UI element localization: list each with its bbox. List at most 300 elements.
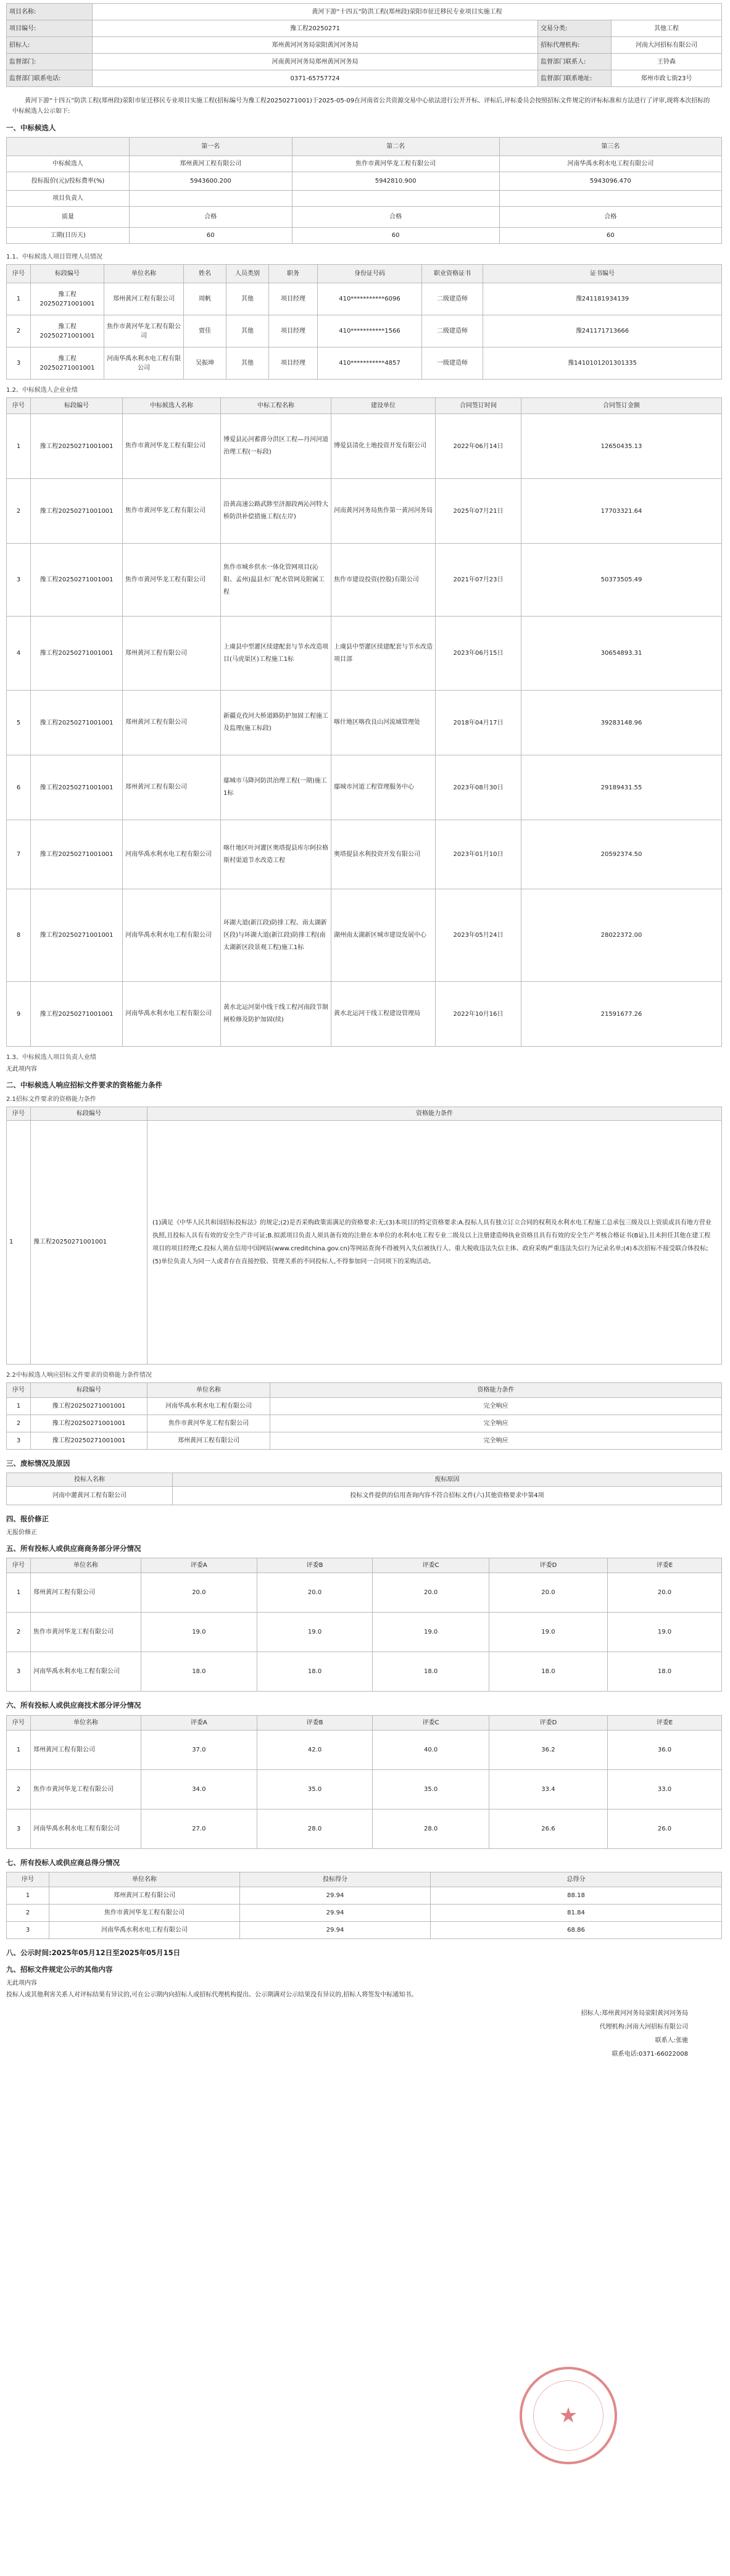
table-row bbox=[7, 283, 722, 315]
table-cell: 河南华禹水利水电工程有限公司 bbox=[123, 982, 221, 1047]
notice-page bbox=[6, 3, 722, 2061]
table-header: 职务 bbox=[269, 265, 318, 283]
table-row bbox=[7, 1887, 722, 1904]
table-cell: 26.6 bbox=[489, 1809, 607, 1848]
table-cell: 27.0 bbox=[141, 1809, 257, 1848]
table-row bbox=[7, 982, 722, 1047]
tenderer: 郑州黄河河务局荥阳黄河河务局 bbox=[93, 37, 538, 54]
table-cell: 60 bbox=[130, 228, 292, 244]
table-cell: 2 bbox=[7, 315, 31, 347]
table-cell: 3 bbox=[7, 1652, 31, 1692]
table-row bbox=[7, 315, 722, 347]
table-cell: 郑州黄河工程有限公司 bbox=[49, 1887, 240, 1904]
section-2-title: 二、中标候选人响应招标文件要求的资格能力条件 bbox=[6, 1081, 162, 1090]
table-cell: 3 bbox=[7, 544, 31, 617]
table-row bbox=[7, 889, 722, 982]
table-cell: 豫工程20250271001001 bbox=[31, 617, 123, 691]
sign-agent: 代理机构:河南大河招标有限公司 bbox=[599, 2024, 688, 2031]
table-cell: 28022372.00 bbox=[521, 889, 722, 982]
table-cell: 项目经理 bbox=[269, 315, 318, 347]
table-row bbox=[7, 755, 722, 820]
table-cell: 35.0 bbox=[373, 1769, 489, 1809]
table-header: 合同签订时间 bbox=[436, 398, 521, 414]
table-cell: 鄢城市马降河防洪治理工程(一期)施工1标 bbox=[221, 755, 331, 820]
table-row bbox=[7, 1486, 722, 1505]
supervisor: 河南黄河河务局郑州黄河河务局 bbox=[93, 54, 538, 70]
table-cell: 2 bbox=[7, 1415, 31, 1432]
table-cell: 35.0 bbox=[257, 1769, 373, 1809]
table-cell: 焦作市城乡供水一体化管网项目(沁阳、孟州)温县水厂配水管网及附属工程 bbox=[221, 544, 331, 617]
table-header: 评委A bbox=[141, 1715, 257, 1730]
table-cell: 焦作市黄河华龙工程有限公司 bbox=[292, 156, 499, 172]
table-row bbox=[7, 414, 722, 479]
personnel-table bbox=[6, 264, 722, 380]
table-cell: 新疆克孜河大桥道路防护加固工程施工及监理(施工标段) bbox=[221, 691, 331, 755]
supervisor-phone: 0371-65757724 bbox=[93, 70, 538, 87]
table-cell: 焦作市黄河华龙工程有限公司 bbox=[31, 1613, 141, 1652]
table-cell: 19.0 bbox=[373, 1613, 489, 1652]
table-cell: 20.0 bbox=[489, 1573, 607, 1613]
table-cell: 郑州黄河工程有限公司 bbox=[123, 755, 221, 820]
table-cell: 河南华禹水利水电工程有限公司 bbox=[31, 1652, 141, 1692]
section-5-title: 五、所有投标人或供应商商务部分评分情况 bbox=[6, 1544, 141, 1553]
table-cell: 二级建造师 bbox=[422, 315, 483, 347]
table-header: 评委D bbox=[489, 1558, 607, 1573]
table-header-row bbox=[7, 1473, 722, 1486]
section-1-title: 一、中标候选人 bbox=[6, 123, 56, 132]
table-cell: 郑州黄河工程有限公司 bbox=[31, 1730, 141, 1769]
table-cell: 项目经理 bbox=[269, 347, 318, 380]
table-cell: 河南华禹水利水电工程有限公司 bbox=[104, 347, 184, 380]
table-cell: 完全响应 bbox=[270, 1415, 722, 1432]
business-score-table bbox=[6, 1558, 722, 1692]
table-cell: 豫工程20250271001001 bbox=[31, 820, 123, 889]
table-cell: 19.0 bbox=[141, 1613, 257, 1652]
table-cell: 喀什地区叶河灌区奥塔提县库尔阿拉格斯村渠道节水改造工程 bbox=[221, 820, 331, 889]
table-header: 评委B bbox=[257, 1558, 373, 1573]
table-cell: 12650435.13 bbox=[521, 414, 722, 479]
table-cell: 1 bbox=[7, 1887, 49, 1904]
table-cell: 豫工程20250271001001 bbox=[31, 315, 104, 347]
table-header-row bbox=[7, 1715, 722, 1730]
table-header: 投标人名称 bbox=[7, 1473, 173, 1486]
table-cell: 河南中灌黄河工程有限公司 bbox=[7, 1486, 173, 1505]
table-row bbox=[7, 1432, 722, 1449]
supervisor-contact-label: 监督部门联系人: bbox=[538, 54, 612, 70]
table-cell: 21591677.26 bbox=[521, 982, 722, 1047]
table-cell: 37.0 bbox=[141, 1730, 257, 1769]
sign-contact: 联系人:张驰 bbox=[655, 2037, 688, 2045]
table-cell: 410***********6096 bbox=[318, 283, 422, 315]
table-header: 身份证号码 bbox=[318, 265, 422, 283]
table-header: 标段编号 bbox=[31, 1107, 147, 1120]
table-cell: 60 bbox=[499, 228, 721, 244]
table-row bbox=[7, 207, 722, 228]
table-cell: 1 bbox=[7, 1397, 31, 1415]
table-header: 标段编号 bbox=[31, 1382, 147, 1397]
table-header: 评委B bbox=[257, 1715, 373, 1730]
table-row bbox=[7, 1809, 722, 1848]
table-cell: 博爱县沁河蓄滞分洪区工程—丹河河道治理工程(一标段) bbox=[221, 414, 331, 479]
table-cell: 20.0 bbox=[608, 1573, 722, 1613]
table-header: 中标工程名称 bbox=[221, 398, 331, 414]
section-1-1-title: 1.1、中标候选人项目管理人员情况 bbox=[6, 254, 102, 261]
project-no-label: 项目编号: bbox=[7, 20, 93, 37]
table-cell: 其他 bbox=[226, 347, 269, 380]
table-cell: 郑州黄河工程有限公司 bbox=[130, 156, 292, 172]
table-cell: 豫工程20250271001001 bbox=[31, 347, 104, 380]
table-header: 序号 bbox=[7, 1382, 31, 1397]
table-cell: 5942810.900 bbox=[292, 172, 499, 191]
table-cell: 410***********4857 bbox=[318, 347, 422, 380]
table-cell: 7 bbox=[7, 820, 31, 889]
table-cell: 34.0 bbox=[141, 1769, 257, 1809]
table-header: 投标得分 bbox=[240, 1872, 431, 1887]
section-3-title: 三、废标情况及原因 bbox=[6, 1458, 70, 1468]
table-cell: 2021年07月23日 bbox=[436, 544, 521, 617]
table-cell: 6 bbox=[7, 755, 31, 820]
table-cell: 3 bbox=[7, 1809, 31, 1848]
table-row bbox=[7, 1730, 722, 1769]
official-seal bbox=[520, 2367, 617, 2464]
table-cell: 合格 bbox=[499, 207, 721, 228]
table-cell: 2 bbox=[7, 1769, 31, 1809]
table-header: 评委A bbox=[141, 1558, 257, 1573]
table-header: 序号 bbox=[7, 1715, 31, 1730]
table-cell: 博爱县清化土地投资开发有限公司 bbox=[331, 414, 436, 479]
performance-table bbox=[6, 397, 722, 1047]
table-header: 资格能力条件 bbox=[147, 1107, 722, 1120]
table-cell: 2023年06月15日 bbox=[436, 617, 521, 691]
table-cell: 周帆 bbox=[184, 283, 226, 315]
table-header-row bbox=[7, 1558, 722, 1573]
table-cell: 项目经理 bbox=[269, 283, 318, 315]
table-cell: 18.0 bbox=[489, 1652, 607, 1692]
table-header: 标段编号 bbox=[31, 265, 104, 283]
table-cell: 2 bbox=[7, 479, 31, 544]
table-cell: 20.0 bbox=[373, 1573, 489, 1613]
total-score-table bbox=[6, 1872, 722, 1939]
table-cell: 豫工程20250271001001 bbox=[31, 1432, 147, 1449]
table-cell: 19.0 bbox=[257, 1613, 373, 1652]
table-cell: 68.86 bbox=[431, 1921, 722, 1938]
table-row bbox=[7, 617, 722, 691]
table-row bbox=[7, 820, 722, 889]
sign-tenderer: 招标人:郑州黄河河务局荥阳黄河河务局 bbox=[581, 2010, 688, 2017]
rank-label: 第二名 bbox=[292, 138, 499, 156]
table-cell: 18.0 bbox=[257, 1652, 373, 1692]
table-row bbox=[7, 1573, 722, 1613]
table-cell: 5943096.470 bbox=[499, 172, 721, 191]
table-cell: 上虞县中型灌区续建配套与节水改造项目(马虎渠区)工程施工1标 bbox=[221, 617, 331, 691]
table-cell: 3 bbox=[7, 1921, 49, 1938]
project-name-label: 项目名称: bbox=[7, 4, 93, 20]
table-cell: 豫241181934139 bbox=[483, 283, 722, 315]
table-cell: 20592374.50 bbox=[521, 820, 722, 889]
supervisor-contact: 王铃森 bbox=[612, 54, 722, 70]
table-cell: 28.0 bbox=[257, 1809, 373, 1848]
table-header: 废标原因 bbox=[173, 1473, 722, 1486]
table-cell: 郑州黄河工程有限公司 bbox=[123, 691, 221, 755]
table-header: 人员类别 bbox=[226, 265, 269, 283]
table-row bbox=[7, 228, 722, 244]
table-cell: 29.94 bbox=[240, 1921, 431, 1938]
rank-label: 第三名 bbox=[499, 138, 721, 156]
table-cell bbox=[130, 191, 292, 207]
table-cell: 1 bbox=[7, 283, 31, 315]
table-header: 总得分 bbox=[431, 1872, 722, 1887]
table-cell: 郑州黄河工程有限公司 bbox=[147, 1432, 270, 1449]
table-cell bbox=[292, 191, 499, 207]
table-cell: 29.94 bbox=[240, 1904, 431, 1921]
table-cell: 鄢城市河道工程管理服务中心 bbox=[331, 755, 436, 820]
table-cell: 其他 bbox=[226, 283, 269, 315]
section-9-note: 无此项内容 bbox=[6, 1980, 37, 1987]
table-header: 中标候选人名称 bbox=[123, 398, 221, 414]
table-cell: 其他 bbox=[226, 315, 269, 347]
table-cell: 上虞县中型灌区续建配套与节水改造项目部 bbox=[331, 617, 436, 691]
table-cell: 焦作市黄河华龙工程有限公司 bbox=[123, 479, 221, 544]
table-cell: 1 bbox=[7, 1573, 31, 1613]
table-row bbox=[7, 1904, 722, 1921]
supervisor-addr: 郑州市政七街23号 bbox=[612, 70, 722, 87]
table-cell: 2 bbox=[7, 1904, 49, 1921]
table-cell: 5 bbox=[7, 691, 31, 755]
table-cell: 焦作市建设投资(控股)有限公司 bbox=[331, 544, 436, 617]
table-cell: 豫工程20250271001001 bbox=[31, 283, 104, 315]
table-header-row bbox=[7, 1382, 722, 1397]
section-2-1-title: 2.1招标文件要求的资格能力条件 bbox=[6, 1095, 96, 1103]
table-cell: 豫工程20250271001001 bbox=[31, 889, 123, 982]
table-cell: 焦作市黄河华龙工程有限公司 bbox=[123, 414, 221, 479]
table-cell: 黄水北运河渠中线干线工程河南段节制闸检修及防护加固(续) bbox=[221, 982, 331, 1047]
project-info-table bbox=[6, 3, 722, 87]
table-cell: 豫工程20250271001001 bbox=[31, 1415, 147, 1432]
req-row-no: 1 bbox=[7, 1120, 31, 1364]
table-header-row bbox=[7, 1872, 722, 1887]
project-name: 黄河下游“十四五”防洪工程(郑州段)荥阳市征迁移民专业项目实施工程 bbox=[93, 4, 722, 20]
table-cell: 28.0 bbox=[373, 1809, 489, 1848]
table-cell: 焦作市黄河华龙工程有限公司 bbox=[147, 1415, 270, 1432]
table-header: 资格能力条件 bbox=[270, 1382, 722, 1397]
table-cell: 88.18 bbox=[431, 1887, 722, 1904]
table-header: 评委E bbox=[608, 1558, 722, 1573]
req-text: (1)满足《中华人民共和国招标投标法》的规定;(2)是否采购政策需满足的资格要求:无;(3)本项目的特定资格要求:A.投标人具有独立订立合同的权利及水利水电工程施工总承包三级及以上资质或具有地方营业执照,且投标人具有有效的安全生产许可证;B.拟派项目负责人须具备有效的注册在本单位的水利水电工程专业二级及以上注册建造师执业资格且具有有效的安全生产考核合格证书(B证),且未担任其他在建工程项目的项目经理;C.投标人须在信用中国网站(www.creditchina.gov.cn)等网站查询不得被列入失信被执行人、重大税收违法失信主体、政府采购严重违法失信行为记录名单;(4)本次招标不接受联合体投标;(5)单位负责人为同一人或者存在直接控股、管理关系的不同投标人,不得参加同一合同项下的采购活动。 bbox=[147, 1120, 722, 1364]
table-cell: 2022年06月14日 bbox=[436, 414, 521, 479]
table-cell: 豫工程20250271001001 bbox=[31, 755, 123, 820]
trade-type-label: 交易分类: bbox=[538, 20, 612, 37]
star-icon: ★ bbox=[558, 2403, 578, 2428]
section-8-title: 八、公示时间:2025年05月12日至2025年05月15日 bbox=[6, 1948, 181, 1957]
table-cell: 19.0 bbox=[489, 1613, 607, 1652]
supervisor-label: 监督部门: bbox=[7, 54, 93, 70]
table-cell: 焦作市黄河华龙工程有限公司 bbox=[104, 315, 184, 347]
table-cell: 9 bbox=[7, 982, 31, 1047]
tenderer-label: 招标人: bbox=[7, 37, 93, 54]
table-cell: 喀什地区喀孜良山河流域管理处 bbox=[331, 691, 436, 755]
table-cell: 沿黄高速公路武陟至济源段两沁河特大桥防洪补偿措施工程(左岸) bbox=[221, 479, 331, 544]
table-cell: 豫工程20250271001001 bbox=[31, 479, 123, 544]
table-cell: 豫工程20250271001001 bbox=[31, 1397, 147, 1415]
table-cell: 36.2 bbox=[489, 1730, 607, 1769]
table-cell: 17703321.64 bbox=[521, 479, 722, 544]
table-cell: 焦作市黄河华龙工程有限公司 bbox=[31, 1769, 141, 1809]
section-9-title: 九、招标文件规定公示的其他内容 bbox=[6, 1965, 113, 1974]
row-label: 项目负责人 bbox=[7, 191, 130, 207]
table-cell: 2023年05月24日 bbox=[436, 889, 521, 982]
table-row bbox=[7, 1652, 722, 1692]
table-header-row bbox=[7, 265, 722, 283]
rank-label: 第一名 bbox=[130, 138, 292, 156]
table-cell: 郑州黄河工程有限公司 bbox=[31, 1573, 141, 1613]
section-1-3-note: 无此项内容 bbox=[6, 1066, 37, 1073]
qualification-response-table bbox=[6, 1382, 722, 1450]
sign-phone: 联系电话:0371-66022008 bbox=[612, 2051, 688, 2058]
row-label: 中标候选人 bbox=[7, 156, 130, 172]
table-cell: 2018年04月17日 bbox=[436, 691, 521, 755]
table-header: 单位名称 bbox=[31, 1558, 141, 1573]
table-header: 单位名称 bbox=[104, 265, 184, 283]
table-row bbox=[7, 479, 722, 544]
table-cell: 3 bbox=[7, 347, 31, 380]
section-4-note: 无报价修正 bbox=[6, 1529, 37, 1536]
technical-score-table bbox=[6, 1715, 722, 1849]
table-cell: 1 bbox=[7, 1730, 31, 1769]
table-cell: 26.0 bbox=[608, 1809, 722, 1848]
table-header: 合同签订金额 bbox=[521, 398, 722, 414]
table-cell: 河南华禹水利水电工程有限公司 bbox=[31, 1809, 141, 1848]
table-header: 序号 bbox=[7, 1107, 31, 1120]
section-6-title: 六、所有投标人或供应商技术部分评分情况 bbox=[6, 1701, 141, 1710]
table-cell: 河南华禹水利水电工程有限公司 bbox=[147, 1397, 270, 1415]
table-row bbox=[7, 544, 722, 617]
table-header: 序号 bbox=[7, 1558, 31, 1573]
table-cell: 郑州黄河工程有限公司 bbox=[123, 617, 221, 691]
table-cell: 豫工程20250271001001 bbox=[31, 691, 123, 755]
table-cell: 18.0 bbox=[141, 1652, 257, 1692]
table-row bbox=[7, 191, 722, 207]
table-cell: 2025年07月21日 bbox=[436, 479, 521, 544]
supervisor-phone-label: 监督部门联系电话: bbox=[7, 70, 93, 87]
table-cell: 湖州南太湖新区城市建设发展中心 bbox=[331, 889, 436, 982]
table-header: 职业资格证书 bbox=[422, 265, 483, 283]
table-cell: 吴振坤 bbox=[184, 347, 226, 380]
table-cell: 完全响应 bbox=[270, 1432, 722, 1449]
table-cell: 焦作市黄河华龙工程有限公司 bbox=[123, 544, 221, 617]
table-header: 评委C bbox=[373, 1558, 489, 1573]
trade-type: 其他工程 bbox=[612, 20, 722, 37]
req-row-code: 豫工程20250271001001 bbox=[31, 1120, 147, 1364]
table-cell: 40.0 bbox=[373, 1730, 489, 1769]
table-row bbox=[7, 1613, 722, 1652]
table-cell: 410***********1566 bbox=[318, 315, 422, 347]
section-9-text: 投标人或其他利害关系人对评标结果有异议的,可在公示期内向招标人或招标代理机构提出。公示期满对公示结果没有异议的,招标人将签发中标通知书。 bbox=[6, 1992, 418, 1999]
table-cell: 郑州黄河工程有限公司 bbox=[104, 283, 184, 315]
table-header: 姓名 bbox=[184, 265, 226, 283]
table-header: 单位名称 bbox=[31, 1715, 141, 1730]
table-cell: 33.4 bbox=[489, 1769, 607, 1809]
table-cell: 投标文件提供的信用查询内容不符合招标文件(六)其他资格要求中第4项 bbox=[173, 1486, 722, 1505]
signature-block bbox=[6, 2007, 688, 2061]
table-cell: 豫工程20250271001001 bbox=[31, 982, 123, 1047]
table-cell: 一级建造师 bbox=[422, 347, 483, 380]
table-row bbox=[7, 691, 722, 755]
table-cell: 29.94 bbox=[240, 1887, 431, 1904]
table-cell: 河南黄河河务局焦作第一黄河河务局 bbox=[331, 479, 436, 544]
table-header: 序号 bbox=[7, 1872, 49, 1887]
table-cell: 豫工程20250271001001 bbox=[31, 544, 123, 617]
table-row bbox=[7, 1397, 722, 1415]
table-cell: 4 bbox=[7, 617, 31, 691]
table-cell: 20.0 bbox=[257, 1573, 373, 1613]
supervisor-addr-label: 监督部门联系地址: bbox=[538, 70, 612, 87]
project-no: 豫工程20250271 bbox=[93, 20, 538, 37]
table-cell: 2023年08月30日 bbox=[436, 755, 521, 820]
table-cell: 8 bbox=[7, 889, 31, 982]
table-header: 证书编号 bbox=[483, 265, 722, 283]
table-cell: 二级建造师 bbox=[422, 283, 483, 315]
table-cell: 完全响应 bbox=[270, 1397, 722, 1415]
table-header: 评委D bbox=[489, 1715, 607, 1730]
table-header: 标段编号 bbox=[31, 398, 123, 414]
table-cell: 81.84 bbox=[431, 1904, 722, 1921]
table-cell bbox=[499, 191, 721, 207]
table-row bbox=[7, 1921, 722, 1938]
table-cell: 焦作市黄河华龙工程有限公司 bbox=[49, 1904, 240, 1921]
table-cell: 奥塔提县水利投资开发有限公司 bbox=[331, 820, 436, 889]
table-cell: 合格 bbox=[130, 207, 292, 228]
table-cell: 河南华禹水利水电工程有限公司 bbox=[123, 889, 221, 982]
table-cell: 1 bbox=[7, 414, 31, 479]
table-cell: 42.0 bbox=[257, 1730, 373, 1769]
table-cell: 19.0 bbox=[608, 1613, 722, 1652]
table-cell: 贾佳 bbox=[184, 315, 226, 347]
candidates-table bbox=[6, 137, 722, 244]
row-label: 质量 bbox=[7, 207, 130, 228]
table-cell: 2023年01月10日 bbox=[436, 820, 521, 889]
table-cell: 29189431.55 bbox=[521, 755, 722, 820]
table-row bbox=[7, 172, 722, 191]
table-header: 序号 bbox=[7, 265, 31, 283]
table-cell: 豫241171713666 bbox=[483, 315, 722, 347]
section-4-title: 四、报价修正 bbox=[6, 1514, 49, 1523]
table-cell: 30654893.31 bbox=[521, 617, 722, 691]
table-cell: 33.0 bbox=[608, 1769, 722, 1809]
section-1-3-title: 1.3、中标候选人项目负责人业绩 bbox=[6, 1054, 96, 1062]
table-header-row bbox=[7, 398, 722, 414]
table-header: 单位名称 bbox=[49, 1872, 240, 1887]
agent: 河南大河招标有限公司 bbox=[612, 37, 722, 54]
table-cell: 18.0 bbox=[373, 1652, 489, 1692]
table-cell: 18.0 bbox=[608, 1652, 722, 1692]
table-header: 评委C bbox=[373, 1715, 489, 1730]
table-cell: 60 bbox=[292, 228, 499, 244]
table-cell: 2 bbox=[7, 1613, 31, 1652]
table-cell: 黄水北运河干线工程建设管理局 bbox=[331, 982, 436, 1047]
section-7-title: 七、所有投标人或供应商总得分情况 bbox=[6, 1858, 120, 1867]
section-2-2-title: 2.2中标候选人响应招标文件要求的资格能力条件情况 bbox=[6, 1371, 152, 1379]
table-cell: 河南华禹水利水电工程有限公司 bbox=[49, 1921, 240, 1938]
table-header: 序号 bbox=[7, 398, 31, 414]
table-cell: 5943600.200 bbox=[130, 172, 292, 191]
table-cell: 河南华禹水利水电工程有限公司 bbox=[499, 156, 721, 172]
intro-paragraph: 黄河下游“十四五”防洪工程(郑州段)荥阳市征迁移民专业项目实施工程(招标编号为豫工程20250271001)于2025-05-09在河南省公共资源交易中心依法进行公开开标、评标后,评标委员会按照招标文件规定的评标标准和方法进行了评审,现将本次招标的中标候选人公示如下: bbox=[12, 98, 710, 115]
table-cell: 36.0 bbox=[608, 1730, 722, 1769]
agent-label: 招标代理机构: bbox=[538, 37, 612, 54]
row-label: 投标报价(元)/投标费率(%) bbox=[7, 172, 130, 191]
table-cell: 河南华禹水利水电工程有限公司 bbox=[123, 820, 221, 889]
table-cell: 合格 bbox=[292, 207, 499, 228]
